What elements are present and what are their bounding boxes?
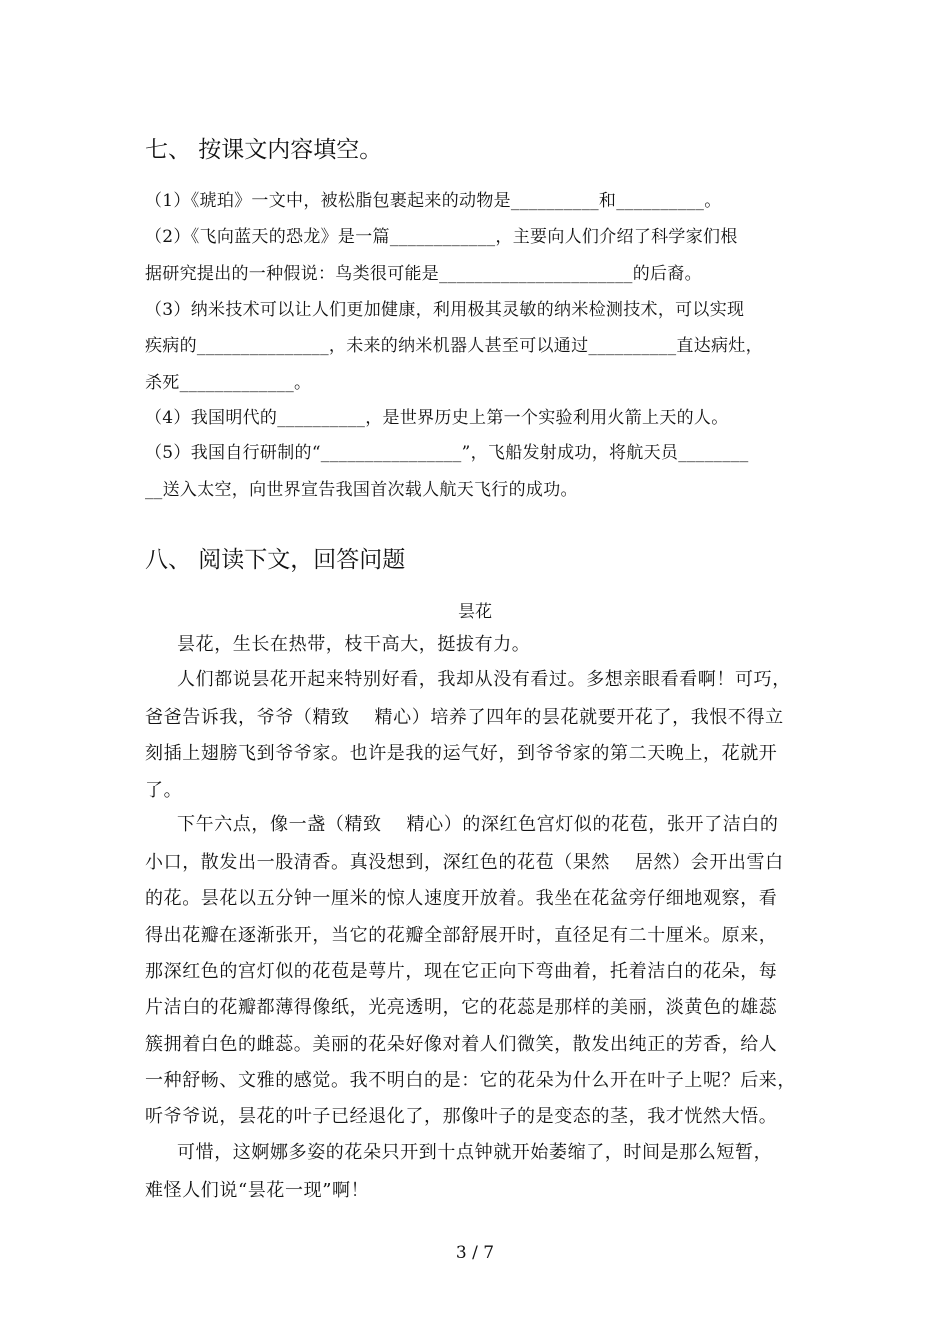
- section-7-line: （5）我国自行研制的“________________”，飞船发射成功，将航天员________: [145, 443, 749, 463]
- passage-line: 了。: [145, 780, 183, 801]
- passage-line: 得出花瓣在逐渐张开，当它的花瓣全部舒展开时，直径足有二十厘米。原来，: [145, 925, 778, 946]
- passage-line: 听爷爷说，昙花的叶子已经退化了，那像叶子的是变态的茎，我才恍然大悟。: [145, 1106, 778, 1127]
- section-7-line: __送入太空，向世界宣告我国首次载人航天飞行的成功。: [145, 480, 578, 500]
- section-7-line: （4）我国明代的__________，是世界历史上第一个实验利用火箭上天的人。: [145, 408, 729, 428]
- passage-line: 一种舒畅、文雅的感觉。我不明白的是：它的花朵为什么开在叶子上呢？后来，: [145, 1070, 796, 1091]
- passage-line: 可惜，这婀娜多姿的花朵只开到十点钟就开始萎缩了，时间是那么短暂，: [177, 1142, 773, 1163]
- section-7-line: 疾病的_______________，未来的纳米机器人甚至可以通过__________直达病灶，: [145, 336, 763, 356]
- section-8-title: 八、 阅读下文，回答问题: [145, 547, 406, 573]
- passage-line: 簇拥着白色的雌蕊。美丽的花朵好像对着人们微笑，散发出纯正的芳香，给人: [145, 1034, 778, 1055]
- passage-line: 下午六点，像一盏（精致 精心）的深红色宫灯似的花苞，张开了洁白的: [177, 814, 779, 835]
- passage-line: 那深红色的宫灯似的花苞是萼片，现在它正向下弯曲着，托着洁白的花朵，每: [145, 961, 778, 982]
- passage-line: 的花。昙花以五分钟一厘米的惊人速度开放着。我坐在花盆旁仔细地观察，看: [145, 888, 778, 909]
- section-7-line: 据研究提出的一种假说：鸟类很可能是______________________的后裔。: [145, 264, 702, 284]
- section-7-line: （2）《飞向蓝天的恐龙》是一篇____________，主要向人们介绍了科学家们根: [145, 227, 738, 247]
- passage-line: 人们都说昙花开起来特别好看，我却从没有看过。多想亲眼看看啊！可巧，: [177, 669, 791, 690]
- section-7-line: 杀死_____________。: [145, 373, 312, 393]
- passage-line: 难怪人们说“昙花一现”啊！: [145, 1180, 370, 1201]
- passage-line: 小口，散发出一股清香。真没想到，深红色的花苞（果然 居然）会开出雪白: [145, 852, 784, 873]
- passage-line: 昙花，生长在热带，枝干高大，挺拔有力。: [177, 634, 531, 655]
- section-7-title: 七、 按课文内容填空。: [145, 137, 383, 163]
- passage-line: 刻插上翅膀飞到爷爷家。也许是我的运气好，到爷爷家的第二天晚上，花就开: [145, 743, 778, 764]
- page-number: 3 / 7: [455, 1243, 495, 1263]
- passage-line: 片洁白的花瓣都薄得像纸，光亮透明，它的花蕊是那样的美丽，淡黄色的雄蕊: [145, 997, 778, 1018]
- section-7-line: （1）《琥珀》一文中，被松脂包裹起来的动物是__________和__________。: [145, 191, 722, 211]
- passage-line: 爸爸告诉我，爷爷（精致 精心）培养了四年的昙花就要开花了，我恨不得立: [145, 707, 784, 728]
- section-7-line: （3）纳米技术可以让人们更加健康，利用极其灵敏的纳米检测技术，可以实现: [145, 300, 745, 320]
- passage-title: 昙花: [458, 602, 492, 622]
